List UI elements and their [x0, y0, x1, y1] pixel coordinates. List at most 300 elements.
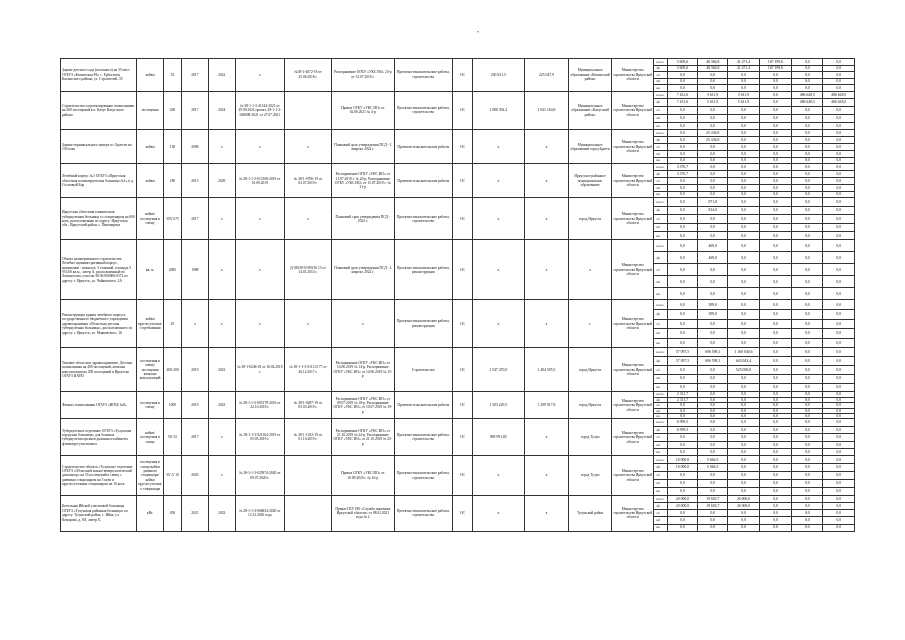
- cell-fin-a: 0,0: [667, 114, 697, 122]
- cell-fin-a: 0,0: [667, 240, 697, 252]
- cell-fin-b: 0,0: [698, 419, 728, 426]
- cell-fin-e: 0,0: [792, 480, 823, 488]
- cell-fin-code: об: [654, 144, 667, 151]
- cell-fin-a: 0,0: [667, 441, 697, 448]
- project-row: [61, 348, 855, 357]
- cell-fin-e: 0,0: [792, 392, 823, 397]
- cell-design: № 38-1-1-3-025874-2020 от 09.07.2020 г.: [235, 456, 284, 495]
- cell-doc: Плановый срок утверждения ПСД - 2022 г.: [331, 198, 394, 240]
- cell-fin-d: 0,0: [759, 348, 791, 357]
- cell-fin-c: 41 471,4: [728, 65, 759, 72]
- cell-fin-c: 0,0: [728, 413, 759, 418]
- cell-fin-f: 0,0: [823, 426, 855, 433]
- cell-fin-d: 0,0: [759, 130, 791, 137]
- cell-fin-a: 0,0: [667, 383, 697, 392]
- cell-design: № 38-1-0246-18 от 16.04.2018 г.: [235, 348, 284, 392]
- cell-fin-e: 0,0: [792, 164, 823, 171]
- cell-fin-e: 0,0: [792, 264, 823, 276]
- cell-recipient: Тулунский район: [569, 495, 612, 531]
- cell-design: № 38-1-1-3-013168-2019 от 01.09.2019: [235, 164, 284, 198]
- cell-capacity: 35: [164, 59, 182, 92]
- cell-fin-f: 0,0: [823, 164, 855, 171]
- cell-fin-a: 0,0: [667, 137, 697, 144]
- cell-fin-d: 0,0: [759, 85, 791, 92]
- cell-fin-a: 0,0: [667, 329, 697, 339]
- cell-fin-e: 0,0: [792, 419, 823, 426]
- cell-fin-code: всего: [654, 300, 667, 310]
- cell-fin-f: 0,0: [823, 392, 855, 397]
- cell-design: х: [235, 198, 284, 240]
- cell-fin-c: 0,0: [728, 487, 759, 495]
- cell-remaining: х: [524, 130, 569, 164]
- cell-end: х: [208, 240, 235, 300]
- cell-fin-d: 0,0: [759, 288, 791, 300]
- cell-fin-code: мб: [654, 517, 667, 524]
- cell-fin-b: 19 603,7: [698, 502, 728, 509]
- cell-fin-d: 0,0: [759, 487, 791, 495]
- cell-fin-f: 0,0: [823, 434, 855, 441]
- cell-fin-d: 0,0: [759, 413, 791, 418]
- cell-doc: Приказ ОГКУ «УКС ИО» от 10.09.2020 г. № 16-р: [331, 456, 394, 495]
- cell-fin-c: 0,0: [728, 319, 759, 329]
- cell-owner: Министерство строительства Иркутской области: [611, 91, 654, 130]
- cell-fin-b: 0,0: [698, 472, 728, 480]
- cell-fin-c: 0,0: [728, 426, 759, 433]
- cell-works: Проектно-изыскательские работы, строительство: [394, 495, 452, 531]
- cell-fin-f: 0,0: [823, 510, 855, 517]
- cell-fin-code: мб: [654, 276, 667, 288]
- cell-fin-code: мб: [654, 480, 667, 488]
- cell-fin-code: ин: [654, 288, 667, 300]
- cell-fin-e: 0,0: [792, 348, 823, 357]
- cell-capacity: 400/ 200: [164, 348, 182, 392]
- cell-fin-d: 0,0: [759, 223, 791, 231]
- cell-type: ОС: [452, 164, 472, 198]
- cell-fin-c: 0,0: [728, 448, 759, 455]
- project-row: [61, 300, 855, 310]
- cell-fin-e: 0,0: [792, 408, 823, 413]
- cell-fin-a: 0,0: [667, 215, 697, 223]
- cell-doc: х: [331, 300, 394, 348]
- cell-fin-b: 0,0: [698, 215, 728, 223]
- cell-fin-b: 0,0: [698, 480, 728, 488]
- cell-fin-b: 0,0: [698, 413, 728, 418]
- cell-unit: посещения в смену/койки дневного стационара/ койки круглосуточного стационара: [137, 456, 164, 495]
- cell-fin-f: 0,0: [823, 357, 855, 366]
- cell-fin-f: 0,0: [823, 413, 855, 418]
- cell-fin-d: 0,0: [759, 374, 791, 383]
- cell-start: 2017: [181, 91, 208, 130]
- cell-fin-f: 0,0: [823, 252, 855, 264]
- cell-fin-a: 57 097,5: [667, 357, 697, 366]
- cell-fin-b: 0,0: [698, 85, 728, 92]
- cell-unit: посещения в смену: [137, 392, 164, 419]
- cell-remaining: х: [524, 198, 569, 240]
- cell-owner: Министерство строительства Иркутской области: [611, 419, 654, 456]
- cell-fin-c: 0,0: [728, 78, 759, 85]
- cell-fin-c: 0,0: [728, 150, 759, 157]
- cell-fin-a: 2 311,7: [667, 392, 697, 397]
- cell-fin-b: 0,0: [698, 329, 728, 339]
- cell-fin-e: 0,0: [792, 178, 823, 185]
- cell-name: Реконструкция здания лечебного корпуса государственного бюджетного учреждения здравоохранения «Областная детская туберкулезная больница», расположенного по адресу: г. Иркутск, ул. Маяковского, 16: [61, 300, 137, 348]
- cell-fin-b: 19 603,7: [698, 495, 728, 502]
- cell-fin-b: 0,0: [698, 403, 728, 408]
- cell-fin-f: 0,0: [823, 456, 855, 464]
- cell-fin-code: фб: [654, 99, 667, 107]
- cell-unit: посещения в смену/ посещения женских консультаций: [137, 348, 164, 392]
- cell-works: Проектно-изыскательские работы, строительство: [394, 456, 452, 495]
- cell-fin-d: 0,0: [759, 502, 791, 509]
- cell-fin-c: 0,0: [728, 480, 759, 488]
- cell-owner: Министерство строительства Иркутской области: [611, 495, 654, 531]
- cell-fin-a: 0,0: [667, 413, 697, 418]
- cell-end: 2022: [208, 495, 235, 531]
- cell-fin-c: 0,0: [728, 107, 759, 115]
- cell-type: ОС: [452, 456, 472, 495]
- cell-fin-f: 0,0: [823, 408, 855, 413]
- cell-expertise: х: [284, 300, 331, 348]
- cell-fin-c: 0,0: [728, 300, 759, 310]
- cell-fin-d: 0,0: [759, 448, 791, 455]
- cell-fin-f: 0,0: [823, 403, 855, 408]
- cell-fin-b: 469,0: [698, 240, 728, 252]
- cell-fin-e: 0,0: [792, 472, 823, 480]
- cell-unit: койки/ посещения в смену: [137, 419, 164, 456]
- cell-fin-a: 0,0: [667, 206, 697, 214]
- cell-fin-e: 0,0: [792, 319, 823, 329]
- cell-cost: х: [473, 456, 525, 495]
- cell-start: 2008: [181, 130, 208, 164]
- cell-recipient: Муниципальное образование «Катангский район»: [569, 59, 612, 92]
- cell-fin-d: 0,0: [759, 464, 791, 472]
- cell-fin-e: 0,0: [792, 288, 823, 300]
- cell-fin-b: 696 598,1: [698, 348, 728, 357]
- cell-expertise: № 38-1-1-3-011113-77 от 26.12.2017 г.: [284, 348, 331, 392]
- cell-fin-d: 0,0: [759, 107, 791, 115]
- cell-fin-d: 0,0: [759, 319, 791, 329]
- cell-works: Проектно-изыскательские работы, строительство: [394, 91, 452, 130]
- cell-fin-f: 0,0: [823, 78, 855, 85]
- cell-start: 2021: [181, 495, 208, 531]
- cell-name: Котельная Ийской участковой больницы ОГБУЗ «Тулунская районная больница» по адресу: Тулунский район, с. Ийка, ул. Комарова, д. 8Л, литер Х.: [61, 495, 137, 531]
- cell-name: Здание перинатального центра в г. Братске на 130 коек: [61, 130, 137, 164]
- cell-fin-e: 0,0: [792, 310, 823, 320]
- cell-fin-c: 0,0: [728, 164, 759, 171]
- cell-expertise: [284, 495, 331, 531]
- cell-cost: х: [473, 164, 525, 198]
- cell-fin-f: 0,0: [823, 171, 855, 178]
- cell-fin-d: 0,0: [759, 198, 791, 206]
- cell-doc: Распоряжение ОГКУ «УКС ИО» 23-р от 12.07.2018 г.: [331, 59, 394, 92]
- cell-fin-a: 0,0: [667, 524, 697, 531]
- cell-fin-f: 0,0: [823, 329, 855, 339]
- cell-fin-code: об: [654, 319, 667, 329]
- cell-fin-e: 0,0: [792, 448, 823, 455]
- cell-design: № 38-1-1-3-066834-2020 от 12.12.2020 года: [235, 495, 284, 531]
- cell-fin-e: 0,0: [792, 365, 823, 374]
- cell-fin-code: всего: [654, 164, 667, 171]
- cell-fin-d: 0,0: [759, 310, 791, 320]
- cell-fin-d: 0,0: [759, 232, 791, 240]
- cell-recipient: город Иркутск: [569, 198, 612, 240]
- cell-fin-f: 0,0: [823, 495, 855, 502]
- cell-fin-e: 0,0: [792, 198, 823, 206]
- cell-fin-code: мб: [654, 441, 667, 448]
- cell-type: ОС: [452, 198, 472, 240]
- cell-capacity: 450: [164, 495, 182, 531]
- cell-fin-d: 0,0: [759, 403, 791, 408]
- cell-fin-e: 0,0: [792, 487, 823, 495]
- cell-fin-a: 0,0: [667, 480, 697, 488]
- cell-fin-c: 525 000,0: [728, 365, 759, 374]
- cell-fin-c: 0,0: [728, 157, 759, 164]
- cell-fin-e: 0,0: [792, 374, 823, 383]
- cell-fin-b: 871,8: [698, 198, 728, 206]
- cell-fin-d: 0,0: [759, 472, 791, 480]
- cell-design: № 38-1-1-3-005178-2016 от 22.10.2018 г.: [235, 392, 284, 419]
- cell-fin-a: 20 000,0: [667, 495, 697, 502]
- cell-name: Филиал поликлиники ОГАУЗ «ИГКБ №8»: [61, 392, 137, 419]
- cell-fin-f: 0,0: [823, 338, 855, 348]
- cell-fin-d: 0,0: [759, 329, 791, 339]
- cell-fin-b: 5 611,9: [698, 99, 728, 107]
- cell-end: 2024: [208, 91, 235, 130]
- cell-end: х: [208, 198, 235, 240]
- cell-fin-c: 0,0: [728, 122, 759, 130]
- cell-fin-f: 0,0: [823, 198, 855, 206]
- cell-fin-b: 0,0: [698, 448, 728, 455]
- cell-fin-f: 0,0: [823, 365, 855, 374]
- cell-fin-c: 0,0: [728, 215, 759, 223]
- cell-fin-e: 0,0: [792, 232, 823, 240]
- cell-unit: посещения: [137, 91, 164, 130]
- cell-fin-e: 0,0: [792, 441, 823, 448]
- cell-doc: Плановый срок утверждения ПСД - 4 квартал 2022 г.: [331, 240, 394, 300]
- cell-recipient: Муниципальное образование город Братск: [569, 130, 612, 164]
- cell-fin-b: 48 366,8: [698, 65, 728, 72]
- cell-fin-d: 0,0: [759, 191, 791, 198]
- cell-works: Проектно-изыскательские работы, строительство: [394, 198, 452, 240]
- cell-fin-f: 0,0: [823, 157, 855, 164]
- cell-expertise: х: [284, 198, 331, 240]
- cell-fin-f: 0,0: [823, 137, 855, 144]
- cell-start: 2017: [181, 59, 208, 92]
- cell-fin-a: 0,0: [667, 232, 697, 240]
- cell-fin-d: 0,0: [759, 392, 791, 397]
- cell-fin-code: всего: [654, 130, 667, 137]
- cell-works: Строительство: [394, 348, 452, 392]
- cell-fin-c: 0,0: [728, 310, 759, 320]
- cell-fin-c: 0,0: [728, 464, 759, 472]
- cell-fin-d: 0,0: [759, 171, 791, 178]
- cell-capacity: 1000: [164, 392, 182, 419]
- cell-fin-c: 0,0: [728, 252, 759, 264]
- cell-fin-f: 0,0: [823, 264, 855, 276]
- cell-design: № 38-1-1-3-41344-2021 от 29.09.2021 проект, 38-1-1-2-048008-2021 от 27.07.2021: [235, 91, 284, 130]
- cell-fin-e: 0,0: [792, 338, 823, 348]
- cell-type: ОС: [452, 419, 472, 456]
- cell-fin-c: 0,0: [728, 524, 759, 531]
- page-dot: •: [477, 30, 480, 36]
- cell-cost: х: [473, 495, 525, 531]
- cell-fin-b: 0,0: [698, 72, 728, 79]
- cell-fin-d: 0,0: [759, 517, 791, 524]
- cell-fin-d: 0,0: [759, 419, 791, 426]
- cell-fin-b: 0,0: [698, 107, 728, 115]
- cell-fin-code: фб: [654, 397, 667, 402]
- cell-fin-code: всего: [654, 59, 667, 66]
- cell-fin-a: 0,0: [667, 472, 697, 480]
- cell-fin-code: об: [654, 365, 667, 374]
- cell-fin-b: 0,0: [698, 157, 728, 164]
- cell-fin-code: мб: [654, 78, 667, 85]
- cell-fin-a: 0,0: [667, 85, 697, 92]
- cell-remaining: х: [524, 495, 569, 531]
- cell-fin-a: 0,0: [667, 403, 697, 408]
- cell-remaining: х: [524, 419, 569, 456]
- cell-name: Туберкулезное отделение ОГБУЗ «Тулунская городская больница» для больных туберкулезом органов дыхания и кабинеты фтизиатра-участкового: [61, 419, 137, 456]
- cell-fin-e: 486 648,5: [792, 91, 823, 99]
- cell-works: Проектно-изыскательские работы: [394, 164, 452, 198]
- cell-fin-e: 0,0: [792, 329, 823, 339]
- cell-unit: койки: [137, 59, 164, 92]
- cell-owner: Министерство строительства Иркутской области: [611, 59, 654, 92]
- cell-fin-b: 0,0: [698, 397, 728, 402]
- cell-fin-f: 0,0: [823, 240, 855, 252]
- cell-fin-code: всего: [654, 91, 667, 99]
- cell-fin-b: 25 436,8: [698, 130, 728, 137]
- cell-fin-d: 0,0: [759, 144, 791, 151]
- cell-fin-e: 0,0: [792, 276, 823, 288]
- cell-name: Лечебный корпус №1 ОГБУЗ «Иркутская областная психиатрическая больница №1» в д. Сосновый Бор: [61, 164, 137, 198]
- cell-fin-c: 0,0: [728, 383, 759, 392]
- cell-fin-c: 1 168 040,6: [728, 348, 759, 357]
- cell-works: Проектно-изыскательские работы: [394, 392, 452, 419]
- cell-fin-e: 0,0: [792, 456, 823, 464]
- cell-doc: Приказ ГКУ ИО «Служба заказчика Иркутской области» от 08.02.2021 года № 2: [331, 495, 394, 531]
- cell-fin-d: 0,0: [759, 300, 791, 310]
- cell-type: ОС: [452, 392, 472, 419]
- cell-fin-c: 0,0: [728, 441, 759, 448]
- cell-type: ОС: [452, 59, 472, 92]
- cell-fin-d: 0,0: [759, 99, 791, 107]
- cell-fin-e: 0,0: [792, 524, 823, 531]
- cell-fin-a: 0,0: [667, 191, 697, 198]
- cell-cost: х: [473, 300, 525, 348]
- cell-type: ОС: [452, 240, 472, 300]
- cell-fin-f: 0,0: [823, 191, 855, 198]
- cell-fin-d: 0,0: [759, 397, 791, 402]
- cell-fin-d: 0,0: [759, 122, 791, 130]
- cell-fin-c: 0,0: [728, 72, 759, 79]
- cell-fin-b: 0,0: [698, 223, 728, 231]
- cell-remaining: х: [524, 300, 569, 348]
- cell-fin-c: 0,0: [728, 276, 759, 288]
- cell-capacity: 180: [164, 164, 182, 198]
- cell-fin-e: 0,0: [792, 426, 823, 433]
- cell-start: 2019: [181, 392, 208, 419]
- cell-unit: койки: [137, 164, 164, 198]
- cell-fin-b: 48 366,8: [698, 59, 728, 66]
- cell-fin-a: 0,0: [667, 107, 697, 115]
- cell-fin-f: 0,0: [823, 215, 855, 223]
- cell-end: 2023: [208, 392, 235, 419]
- cell-fin-b: 0,0: [698, 164, 728, 171]
- cell-fin-f: 0,0: [823, 300, 855, 310]
- cell-fin-b: 0,0: [698, 150, 728, 157]
- cell-fin-c: 0,0: [728, 264, 759, 276]
- cell-expertise: х: [284, 130, 331, 164]
- cell-fin-code: об: [654, 403, 667, 408]
- cell-fin-a: 3 609,6: [667, 59, 697, 66]
- cell-fin-a: 0,0: [667, 122, 697, 130]
- cell-fin-f: 486 648,5: [823, 91, 855, 99]
- cell-fin-d: 0,0: [759, 150, 791, 157]
- cell-fin-f: 0,0: [823, 59, 855, 66]
- cell-fin-a: 6 999,5: [667, 426, 697, 433]
- cell-fin-e: 0,0: [792, 191, 823, 198]
- cell-works: Проектно-изыскательские работы, строительство: [394, 59, 452, 92]
- cell-fin-b: 0,0: [698, 434, 728, 441]
- cell-fin-code: ин: [654, 157, 667, 164]
- cell-name: Здание детского сада (ясельного) на 35 мест ОГБУЗ «Катангская РБ» с. Ербогачен, Катангского района, ул. Строителей, 35: [61, 59, 137, 92]
- cell-fin-b: 0,0: [698, 78, 728, 85]
- cell-type: ОС: [452, 130, 472, 164]
- cell-fin-f: 0,0: [823, 419, 855, 426]
- cell-fin-code: ин: [654, 383, 667, 392]
- cell-start: 2017: [181, 198, 208, 240]
- project-row: [61, 91, 855, 99]
- cell-fin-a: 3 609,6: [667, 65, 697, 72]
- cell-fin-e: 0,0: [792, 413, 823, 418]
- cell-fin-c: 0,0: [728, 171, 759, 178]
- cell-fin-b: 0,0: [698, 408, 728, 413]
- cell-cost: х: [473, 198, 525, 240]
- cell-fin-b: 0,0: [698, 184, 728, 191]
- cell-fin-c: 0,0: [728, 374, 759, 383]
- cell-fin-b: 0,0: [698, 276, 728, 288]
- cell-fin-e: 0,0: [792, 464, 823, 472]
- cell-fin-b: 0,0: [698, 178, 728, 185]
- cell-fin-c: 0,0: [728, 178, 759, 185]
- cell-fin-e: 0,0: [792, 215, 823, 223]
- cell-fin-code: об: [654, 178, 667, 185]
- cell-fin-b: 0,0: [698, 264, 728, 276]
- cell-end: х: [208, 456, 235, 495]
- cell-fin-a: 3 376,7: [667, 171, 697, 178]
- cell-fin-code: фб: [654, 502, 667, 509]
- cell-fin-c: 0,0: [728, 232, 759, 240]
- cell-fin-d: 0,0: [759, 456, 791, 464]
- cell-capacity: 130: [164, 130, 182, 164]
- cell-cost: 969 991,85: [473, 419, 525, 456]
- cell-fin-c: 26 000,0: [728, 502, 759, 509]
- project-row: [61, 495, 855, 502]
- cell-fin-code: об: [654, 510, 667, 517]
- cell-fin-e: 0,0: [792, 495, 823, 502]
- cell-fin-f: 0,0: [823, 464, 855, 472]
- cell-fin-f: 0,0: [823, 144, 855, 151]
- cell-fin-c: 0,0: [728, 288, 759, 300]
- cell-unit: кВт.: [137, 495, 164, 531]
- cell-fin-f: 0,0: [823, 114, 855, 122]
- cell-remaining: х: [524, 164, 569, 198]
- cell-works: Проектно-изыскательские работы, строительство: [394, 419, 452, 456]
- cell-name: Иркутская областная клиническая туберкулезная больница со стационаром на 600 коек, расположенная по адресу: Иркутская обл., Иркутский район, с. Пивовариха: [61, 198, 137, 240]
- cell-fin-b: 0,0: [698, 232, 728, 240]
- cell-name: Объект незавершенного строительства Лечебно-административный корпус, назначение - нежилое, 3 этажный, площадь 5 953,60 кв.м., литер А, расположенный по Ломоносова, участок 38:36:000000:0373 по адресу: г. Иркутск, ул. Чайковского, 2А: [61, 240, 137, 300]
